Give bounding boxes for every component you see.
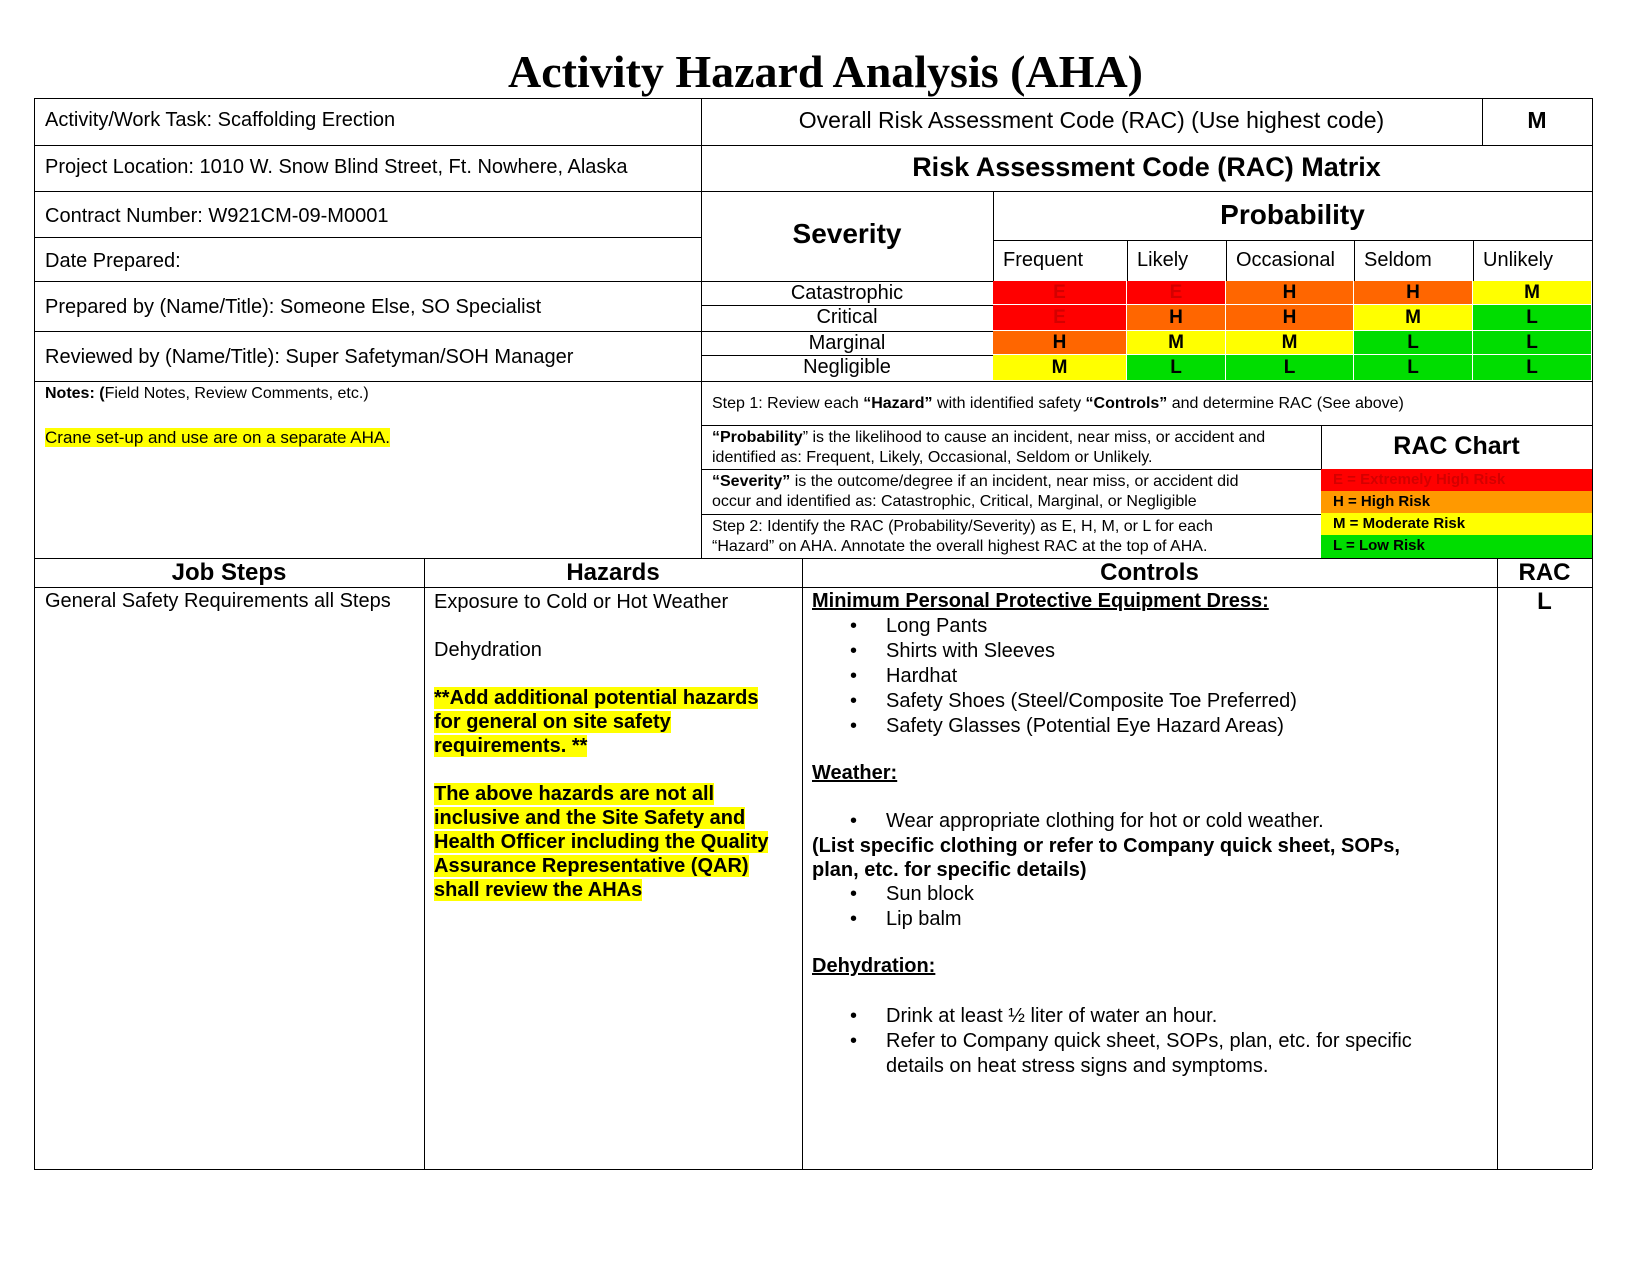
hazard-note: **Add additional potential hazards for general on site safety requirements. **: [434, 687, 759, 757]
overall-rac-label: Overall Risk Assessment Code (RAC) (Use highest code): [798, 107, 1385, 133]
ppe-list: [812, 614, 1492, 739]
rac-matrix-cell: M: [1127, 331, 1226, 355]
rac-matrix-cell: E: [993, 281, 1127, 305]
rac-matrix-cell: L: [1354, 355, 1473, 381]
hazard-item: Dehydration: [434, 639, 542, 661]
list-item: • Shirts with Sleeves: [812, 639, 1492, 664]
activity-task: Activity/Work Task: Scaffolding Erection: [45, 109, 396, 131]
list-item: • Lip balm: [812, 907, 1492, 932]
rac-matrix-cell: E: [993, 305, 1127, 331]
rac-chart-m: M = Moderate Risk: [1321, 513, 1592, 535]
severity-definition: “Severity” is the outcome/degree if an incident, near miss, or accident did occur and identified as: Catastrophic, Critical, Marginal, or Negligible: [712, 473, 1239, 510]
probability-label: Probability: [1220, 199, 1365, 230]
rac-chart-h: H = High Risk: [1321, 491, 1592, 513]
rac-matrix-cell: L: [1473, 305, 1592, 331]
probability-header: Likely: [1137, 249, 1189, 271]
overall-rac-value: M: [1527, 107, 1547, 133]
rac-chart-title: RAC Chart: [1393, 432, 1520, 460]
severity-label: Severity: [792, 218, 902, 249]
page-title: Activity Hazard Analysis (AHA): [507, 46, 1143, 97]
rac-chart-e: E = Extremely High Risk: [1321, 469, 1592, 491]
probability-definition: “Probability” is the likelihood to cause an incident, near miss, or accident and identified as: Frequent, Likely, Occasional, Seldom or Unlikely.: [712, 429, 1266, 466]
rac-matrix-cell: L: [1127, 355, 1226, 381]
hazard-item: Exposure to Cold or Hot Weather: [434, 591, 729, 613]
ppe-heading: Minimum Personal Protective Equipment Dress:: [812, 590, 1269, 612]
rac-matrix-cell: H: [993, 331, 1127, 355]
severity-row-label: Catastrophic: [790, 282, 904, 304]
weather-heading: Weather:: [812, 762, 898, 784]
list-item: • Sun block: [812, 882, 1492, 907]
list-item: • Safety Glasses (Potential Eye Hazard Areas): [812, 714, 1492, 739]
rac-matrix-cell: L: [1354, 331, 1473, 355]
header-controls: Controls: [1100, 559, 1199, 586]
rac-matrix-cell: L: [1473, 355, 1592, 381]
probability-header: Unlikely: [1483, 249, 1554, 271]
hazards-cell: [434, 590, 794, 902]
list-item: • Safety Shoes (Steel/Composite Toe Preferred): [812, 689, 1492, 714]
rac-matrix-cell: M: [993, 355, 1127, 381]
job-step: General Safety Requirements all Steps: [45, 590, 391, 612]
weather-list: [812, 809, 1492, 834]
row-rac-value: L: [1537, 588, 1552, 615]
rac-matrix-cell: E: [1127, 281, 1226, 305]
rac-matrix-cell: L: [1226, 355, 1354, 381]
rac-matrix-cell: H: [1354, 281, 1473, 305]
rac-matrix-cell: M: [1354, 305, 1473, 331]
rac-matrix-cell: M: [1226, 331, 1354, 355]
rac-matrix-cell: H: [1127, 305, 1226, 331]
step2-text: Step 2: Identify the RAC (Probability/Severity) as E, H, M, or L for each “Hazard” on AHA. Annotate the overall highest RAC at the top of AHA.: [712, 518, 1213, 555]
rac-matrix-cell: M: [1473, 281, 1592, 305]
header-hazards: Hazards: [566, 559, 660, 586]
severity-row-label: Critical: [816, 306, 878, 328]
matrix-title: Risk Assessment Code (RAC) Matrix: [912, 152, 1381, 182]
rac-matrix-cell: H: [1226, 305, 1354, 331]
notes-label: Notes: (Field Notes, Review Comments, etc.): [45, 385, 369, 402]
list-item: • Wear appropriate clothing for hot or cold weather.: [812, 809, 1492, 834]
header-rac: RAC: [1518, 559, 1571, 586]
dehydration-list: [812, 1004, 1492, 1079]
prepared-by: Prepared by (Name/Title): Someone Else, SO Specialist: [45, 296, 542, 318]
header-job-steps: Job Steps: [171, 559, 287, 586]
project-location: Project Location: 1010 W. Snow Blind Street, Ft. Nowhere, Alaska: [45, 156, 628, 178]
list-item: • Refer to Company quick sheet, SOPs, plan, etc. for specific details on heat stress signs and symptoms.: [812, 1029, 1492, 1079]
list-item: • Drink at least ½ liter of water an hour.: [812, 1004, 1492, 1029]
severity-row-label: Marginal: [808, 332, 886, 354]
notes-text: Crane set-up and use are on a separate AHA.: [45, 428, 390, 447]
hazard-note: The above hazards are not all inclusive and the Site Safety and Health Officer including the Quality Assurance Representative (QAR) shall review the AHAs: [434, 783, 769, 901]
rac-matrix-cell: H: [1226, 281, 1354, 305]
list-item: • Long Pants: [812, 614, 1492, 639]
reviewed-by: Reviewed by (Name/Title): Super Safetyman/SOH Manager: [45, 346, 574, 368]
controls-cell: [812, 589, 1492, 1079]
weather-note: (List specific clothing or refer to Company quick sheet, SOPs, plan, etc. for specific details): [812, 835, 1400, 881]
probability-header: Occasional: [1236, 249, 1335, 271]
probability-header: Frequent: [1003, 249, 1084, 271]
probability-header: Seldom: [1364, 249, 1432, 271]
rac-matrix-cell: L: [1473, 331, 1592, 355]
dehydration-heading: Dehydration:: [812, 955, 936, 977]
date-prepared: Date Prepared:: [45, 250, 181, 272]
severity-row-label: Negligible: [803, 356, 891, 378]
contract-number: Contract Number: W921CM-09-M0001: [45, 205, 389, 227]
weather-list-2: [812, 882, 1492, 932]
list-item: • Hardhat: [812, 664, 1492, 689]
rac-chart-l: L = Low Risk: [1321, 535, 1592, 558]
step1-text: Step 1: Review each “Hazard” with identified safety “Controls” and determine RAC (See above): [712, 395, 1404, 412]
